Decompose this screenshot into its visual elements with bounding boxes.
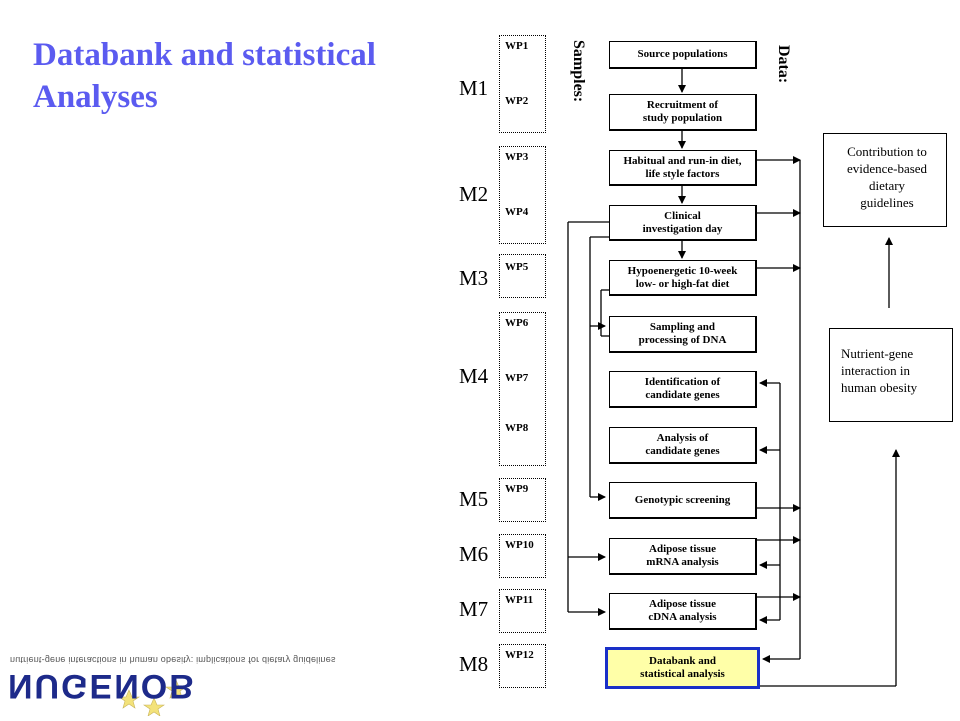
- outcome-box-guidelines: Contribution to evidence-based dietary guidelines: [823, 133, 947, 227]
- flow-box-identification: Identification of candidate genes: [609, 371, 757, 408]
- wp-label-10: WP10: [505, 539, 534, 551]
- flow-box-analysis: Analysis of candidate genes: [609, 427, 757, 464]
- module-label-m3: M3: [459, 266, 489, 290]
- logo-tagline: nutrient-gene interactions in human obesity: implications for dietary guidelines: [10, 655, 336, 665]
- wp-label-11: WP11: [505, 594, 534, 606]
- wp-label-4: WP4: [505, 206, 529, 218]
- flow-box-databank: Databank and statistical analysis: [605, 647, 760, 689]
- logo-wordmark: NUGENOB: [8, 667, 196, 705]
- module-label-m8: M8: [459, 652, 489, 676]
- module-label-m5: M5: [459, 487, 489, 511]
- flow-box-recruitment: Recruitment of study population: [609, 94, 757, 131]
- samples-label: Samples:: [570, 40, 587, 103]
- flow-box-genotypic-screening: Genotypic screening: [609, 482, 757, 519]
- flow-box-mrna-analysis: Adipose tissue mRNA analysis: [609, 538, 757, 575]
- title-line-2: Analyses: [33, 79, 158, 115]
- module-label-m6: M6: [459, 542, 489, 566]
- wp-label-3: WP3: [505, 151, 529, 163]
- flow-box-source-populations: Source populations: [609, 41, 757, 69]
- module-label-m4: M4: [459, 364, 489, 388]
- wp-label-2: WP2: [505, 95, 529, 107]
- wp-label-9: WP9: [505, 483, 529, 495]
- wp-label-1: WP1: [505, 40, 529, 52]
- module-label-m2: M2: [459, 182, 489, 206]
- title-line-1: Databank and statistical: [33, 37, 376, 73]
- module-label-m1: M1: [459, 76, 489, 100]
- wp-label-12: WP12: [505, 649, 534, 661]
- module-label-m7: M7: [459, 597, 489, 621]
- wp-label-6: WP6: [505, 317, 529, 329]
- flow-box-dna-processing: Sampling and processing of DNA: [609, 316, 757, 353]
- flow-box-hypoenergetic-diet: Hypoenergetic 10-week low- or high-fat diet: [609, 260, 757, 296]
- wp-label-8: WP8: [505, 422, 529, 434]
- outcome-box-interaction: Nutrient-gene interaction in human obesity: [829, 328, 953, 422]
- wp-label-5: WP5: [505, 261, 529, 273]
- flow-box-clinical-investigation: Clinical investigation day: [609, 205, 757, 241]
- flow-box-habitual-diet: Habitual and run-in diet, life style factors: [609, 150, 757, 186]
- data-label: Data:: [775, 45, 792, 84]
- wp-label-7: WP7: [505, 372, 529, 384]
- flow-box-cdna-analysis: Adipose tissue cDNA analysis: [609, 593, 757, 630]
